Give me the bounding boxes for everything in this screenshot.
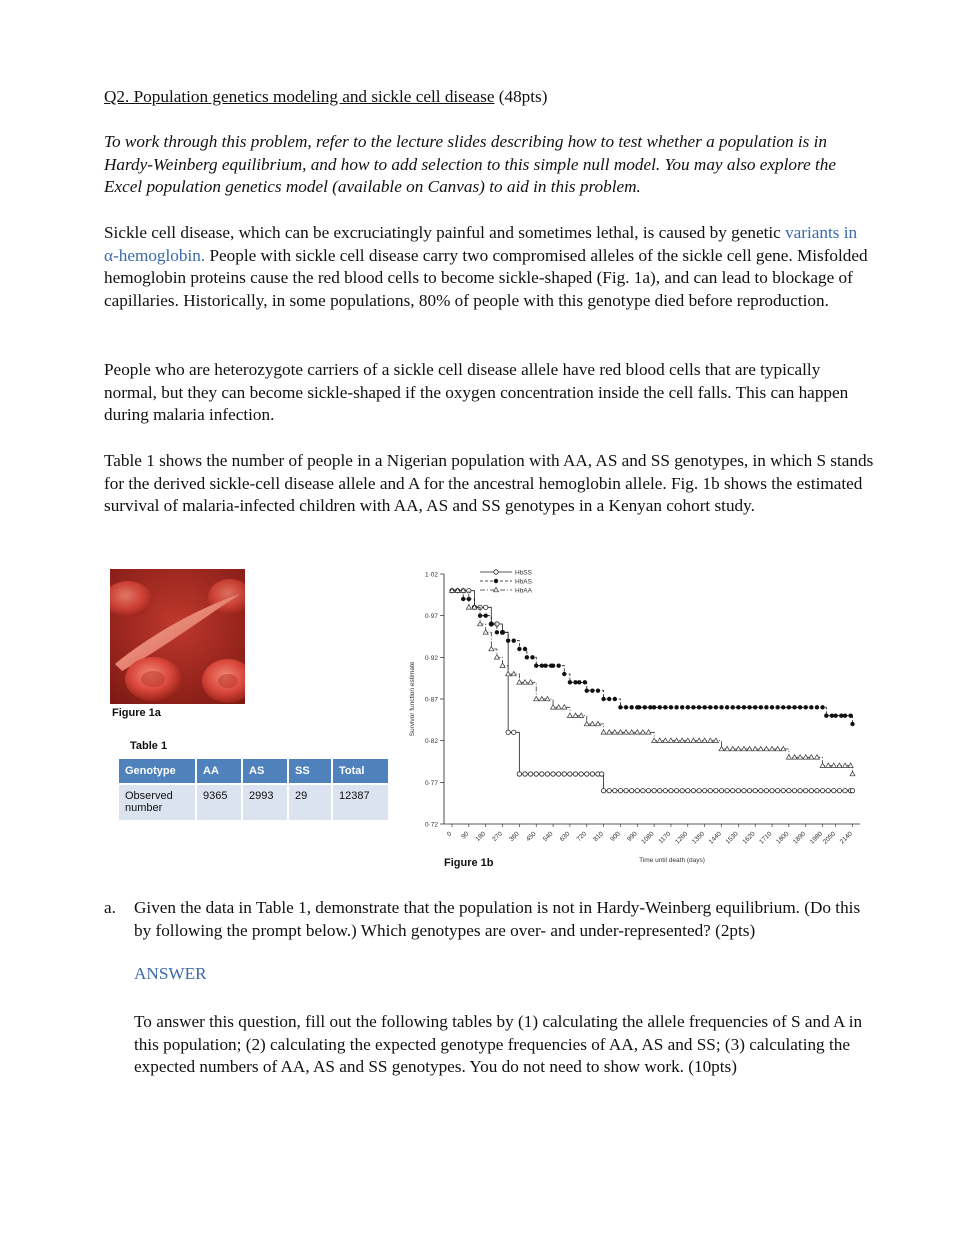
x-tick-label: 1260 [674, 830, 690, 846]
data-point [775, 746, 780, 750]
data-point [540, 772, 544, 776]
data-point [781, 746, 786, 750]
data-point [618, 705, 622, 709]
question-title [104, 86, 874, 109]
data-point [600, 772, 604, 776]
data-point [517, 647, 521, 651]
data-point [517, 772, 521, 776]
x-tick-label: 2050 [821, 830, 838, 846]
cell-total-count: 12387 [333, 785, 388, 820]
cell-observed-label: Observed number [119, 785, 195, 820]
legend-label: HbAA [515, 587, 532, 595]
data-point [753, 788, 757, 792]
data-point [831, 763, 836, 767]
data-point [658, 788, 662, 792]
data-point [506, 671, 511, 675]
x-tick-label: 1530 [724, 830, 740, 846]
data-point [573, 680, 577, 684]
x-tick-label: 90 [460, 830, 471, 841]
data-point [815, 788, 819, 792]
data-point [641, 788, 645, 792]
data-point [562, 672, 566, 676]
data-point [466, 605, 471, 609]
cell-aa-count: 9365 [197, 785, 241, 820]
data-point [680, 705, 684, 709]
data-point [635, 788, 639, 792]
x-tick-label: 450 [525, 830, 538, 844]
data-point [830, 713, 834, 717]
data-point [730, 746, 735, 750]
data-point [764, 705, 768, 709]
data-point [775, 705, 779, 709]
data-point [826, 788, 830, 792]
para1-end: People with sickle cell disease carry two compromised alleles of the sickle cell gene. Misfolded hemoglobin proteins cause the red blood cells to become sickle-shaped (Fig. 1a), and can lead to blockage of capillaries. Historically, in some populations, 80% of people with this genotype died before reproduction. [104, 245, 868, 310]
data-point [833, 713, 837, 717]
data-point [506, 638, 510, 642]
data-point [545, 772, 549, 776]
x-tick-label: 1350 [690, 830, 707, 846]
x-tick-label: 540 [541, 830, 555, 844]
data-point [713, 738, 718, 742]
data-point [839, 713, 843, 717]
data-point [731, 788, 735, 792]
x-tick-label: 1080 [640, 830, 656, 846]
data-point [568, 772, 572, 776]
data-point [489, 622, 493, 626]
data-point [523, 772, 527, 776]
x-tick-label: 0 [445, 830, 454, 838]
y-tick-label: 0·72 [424, 821, 438, 829]
data-point [585, 772, 589, 776]
data-point [764, 746, 769, 750]
survival-chart [392, 562, 872, 874]
data-point [652, 705, 656, 709]
data-point [742, 705, 746, 709]
data-point [500, 630, 504, 634]
data-point [579, 713, 584, 717]
data-point [759, 705, 763, 709]
data-point [714, 705, 718, 709]
data-point [648, 705, 652, 709]
data-point [528, 772, 532, 776]
data-point [567, 713, 572, 717]
y-axis-label: Survivor function estimate [409, 661, 416, 737]
data-point [758, 746, 763, 750]
data-point [573, 713, 578, 717]
data-point [708, 788, 712, 792]
data-point [747, 746, 752, 750]
data-point [568, 680, 572, 684]
data-point [663, 738, 668, 742]
y-tick-label: 0·87 [424, 696, 438, 704]
data-point [551, 663, 555, 667]
x-tick-label: 360 [508, 830, 521, 844]
header-genotype: Genotype [119, 759, 195, 783]
data-point [697, 705, 701, 709]
data-point [652, 788, 656, 792]
data-point [736, 705, 740, 709]
data-point [562, 772, 566, 776]
data-point [691, 788, 695, 792]
x-tick-label: 1620 [741, 830, 757, 846]
data-point [719, 788, 723, 792]
data-point [629, 705, 633, 709]
data-point [708, 705, 712, 709]
data-point [663, 705, 667, 709]
x-tick-label: 900 [609, 830, 622, 844]
header-as: AS [243, 759, 287, 783]
y-tick-label: 0·92 [424, 654, 438, 662]
data-point [837, 763, 842, 767]
data-point [523, 647, 527, 651]
y-tick-label: 0·82 [424, 738, 438, 746]
header-total: Total [333, 759, 388, 783]
data-point [601, 788, 605, 792]
data-point [643, 705, 647, 709]
data-point [494, 570, 498, 574]
data-point [530, 655, 534, 659]
cell-ss-count: 29 [289, 785, 331, 820]
x-tick-label: 2140 [838, 830, 854, 846]
data-point [815, 705, 819, 709]
data-point [753, 705, 757, 709]
data-point [613, 697, 617, 701]
chart-legend [480, 570, 533, 595]
data-point [686, 788, 690, 792]
y-tick-label: 0·77 [424, 779, 438, 787]
series-line-hbaa [452, 591, 853, 774]
figure-1a-image [110, 569, 245, 704]
x-tick-label: 1980 [808, 830, 824, 846]
data-point [787, 705, 791, 709]
data-point [646, 730, 651, 734]
data-point [697, 738, 702, 742]
data-point [590, 772, 594, 776]
x-axis-label: Time until death (days) [639, 857, 705, 864]
data-point [534, 696, 539, 700]
data-point [770, 788, 774, 792]
header-aa: AA [197, 759, 241, 783]
data-point [753, 746, 758, 750]
data-point [483, 613, 487, 617]
data-point [556, 663, 560, 667]
data-point [534, 663, 538, 667]
data-point [804, 705, 808, 709]
data-point [601, 730, 606, 734]
table-row [119, 785, 388, 820]
data-point [697, 788, 701, 792]
data-point [573, 772, 577, 776]
data-point [820, 788, 824, 792]
data-point [809, 788, 813, 792]
data-point [702, 788, 706, 792]
data-point [483, 605, 487, 609]
data-point [595, 721, 600, 725]
x-tick-label: 1800 [775, 830, 791, 846]
data-point [759, 788, 763, 792]
data-point [506, 730, 510, 734]
data-point [525, 655, 529, 659]
data-point [577, 680, 581, 684]
series-line-hbas [452, 591, 853, 724]
data-point [820, 705, 824, 709]
data-point [832, 788, 836, 792]
data-point [668, 738, 673, 742]
data-point [680, 788, 684, 792]
data-point [786, 755, 791, 759]
x-tick-label: 1170 [657, 830, 673, 846]
genotype-table [117, 757, 390, 822]
data-point [770, 746, 775, 750]
data-point [725, 746, 730, 750]
data-point [652, 738, 657, 742]
data-point [848, 713, 852, 717]
data-point [714, 788, 718, 792]
data-point [512, 638, 516, 642]
x-tick-label: 1440 [707, 830, 723, 846]
data-point [467, 588, 471, 592]
data-point [495, 630, 499, 634]
data-point [824, 713, 828, 717]
data-point [540, 663, 544, 667]
data-point [685, 738, 690, 742]
data-point [747, 788, 751, 792]
data-point [669, 788, 673, 792]
data-point [719, 746, 724, 750]
data-point [719, 705, 723, 709]
data-point [837, 788, 841, 792]
data-point [850, 771, 855, 775]
data-point [741, 746, 746, 750]
data-point [691, 738, 696, 742]
data-point [781, 788, 785, 792]
red-blood-cells-illustration [110, 569, 245, 704]
data-point [725, 705, 729, 709]
data-point [843, 713, 847, 717]
data-point [702, 738, 707, 742]
data-point [792, 788, 796, 792]
data-point [646, 788, 650, 792]
data-point [618, 788, 622, 792]
cell-as-count: 2993 [243, 785, 287, 820]
answer-instructions: To answer this question, fill out the following tables by (1) calculating the allele frequencies of S and A in this population; (2) calculating the expected genotype frequencies of AA, AS and SS; (3) calculating the expected numbers of AA, AS and SS genotypes. You do not need to show work. (10pts) [134, 1012, 863, 1077]
data-point [543, 663, 547, 667]
data-point [742, 788, 746, 792]
data-point [624, 788, 628, 792]
hemoglobin-link-text: variants in α-hemoglobin. [104, 223, 858, 265]
y-tick-label: 0·97 [424, 613, 438, 621]
data-point [635, 730, 640, 734]
data-point [798, 788, 802, 792]
data-point [590, 721, 595, 725]
data-point [775, 788, 779, 792]
data-point [551, 705, 556, 709]
x-tick-label: 720 [575, 830, 589, 844]
data-point [585, 688, 589, 692]
data-point [708, 738, 713, 742]
data-point [691, 705, 695, 709]
data-point [590, 688, 594, 692]
table-description-paragraph: Table 1 shows the number of people in a Nigerian population with AA, AS and SS genotypes, in which S stands for the derived sickle-cell disease allele and A for the ancestral hemoglobin allele. Fig. 1b shows the estimated survival of malaria-infected children with AA, AS and SS genotypes in a Kenyan cohort study. [104, 451, 874, 516]
x-tick-label: 1710 [758, 830, 774, 846]
header-ss: SS [289, 759, 331, 783]
data-point [843, 788, 847, 792]
chart-axes [409, 569, 860, 865]
data-point [624, 705, 628, 709]
data-point [736, 788, 740, 792]
data-point [702, 705, 706, 709]
data-point [657, 738, 662, 742]
question-a-text: Given the data in Table 1, demonstrate that the population is not in Hardy-Weinberg equilibrium. (Do this by following the prompt below.) Which genotypes are over- and under-represented? (2pts) [134, 898, 861, 940]
data-point [674, 705, 678, 709]
data-point [494, 587, 499, 591]
x-tick-label: 990 [626, 830, 639, 844]
question-points: (48pts) [494, 87, 548, 106]
data-point [764, 788, 768, 792]
chart-marks [450, 588, 856, 793]
data-point [736, 746, 741, 750]
data-point [637, 705, 641, 709]
data-point [781, 705, 785, 709]
data-point [534, 772, 538, 776]
data-point [596, 688, 600, 692]
data-point [850, 722, 854, 726]
data-point [770, 705, 774, 709]
data-point [583, 680, 587, 684]
data-point [850, 788, 854, 792]
legend-label: HbAS [515, 578, 532, 586]
series-line-hbss [452, 591, 853, 791]
data-point [674, 788, 678, 792]
data-point [848, 763, 853, 767]
data-point [798, 705, 802, 709]
data-point [787, 788, 791, 792]
data-point [674, 738, 679, 742]
data-point [820, 763, 825, 767]
data-point [478, 621, 483, 625]
x-tick-label: 180 [474, 830, 488, 844]
para1-start: Sickle cell disease, which can be excruciatingly painful and sometimes lethal, is caused by genetic [104, 223, 786, 242]
data-point [607, 697, 611, 701]
data-point [579, 772, 583, 776]
data-point [725, 788, 729, 792]
data-point [747, 705, 751, 709]
data-point [686, 705, 690, 709]
figure-1b-caption: Figure 1b [444, 857, 494, 869]
legend-label: HbSS [515, 569, 532, 577]
data-point [545, 696, 550, 700]
data-point [669, 705, 673, 709]
question-title-text: Q2. Population genetics modeling and sickle cell disease [104, 87, 495, 106]
y-tick-label: 1·02 [424, 571, 438, 579]
data-point [601, 697, 605, 701]
table-header-row [119, 759, 388, 783]
answer-heading: ANSWER [134, 964, 207, 983]
data-point [512, 730, 516, 734]
data-point [663, 788, 667, 792]
data-point [511, 671, 516, 675]
table-1-caption: Table 1 [130, 740, 168, 752]
data-point [809, 705, 813, 709]
data-point [658, 705, 662, 709]
data-point [680, 738, 685, 742]
data-point [584, 721, 589, 725]
intro-paragraph: To work through this problem, refer to the lecture slides describing how to test whether a population is in Hardy-Weinberg equilibrium, and how to add selection to this simple null model. You may also explore the Excel population genetics model (available on Canvas) to aid in this problem. [104, 132, 836, 197]
data-point [607, 788, 611, 792]
data-point [489, 646, 494, 650]
data-point [556, 772, 560, 776]
data-point [551, 772, 555, 776]
data-point [629, 788, 633, 792]
data-point [461, 597, 465, 601]
data-point [804, 788, 808, 792]
x-tick-label: 810 [592, 830, 606, 844]
data-point [731, 705, 735, 709]
data-point [826, 763, 831, 767]
x-tick-label: 1890 [791, 830, 808, 846]
question-a-label: a. [104, 898, 116, 917]
x-tick-label: 270 [491, 830, 504, 844]
data-point [843, 763, 848, 767]
figure-1a-caption: Figure 1a [112, 707, 161, 719]
sickle-cell-paragraph [104, 222, 874, 312]
data-point [792, 705, 796, 709]
data-point [613, 788, 617, 792]
x-tick-label: 630 [558, 830, 572, 844]
data-point [494, 579, 498, 583]
data-point [539, 696, 544, 700]
heterozygote-paragraph: People who are heterozygote carriers of a sickle cell disease allele have red blood cells that are typically normal, but they can become sickle-shaped if the oxygen concentration inside the cell falls. This can happen during malaria infection. [104, 360, 849, 425]
